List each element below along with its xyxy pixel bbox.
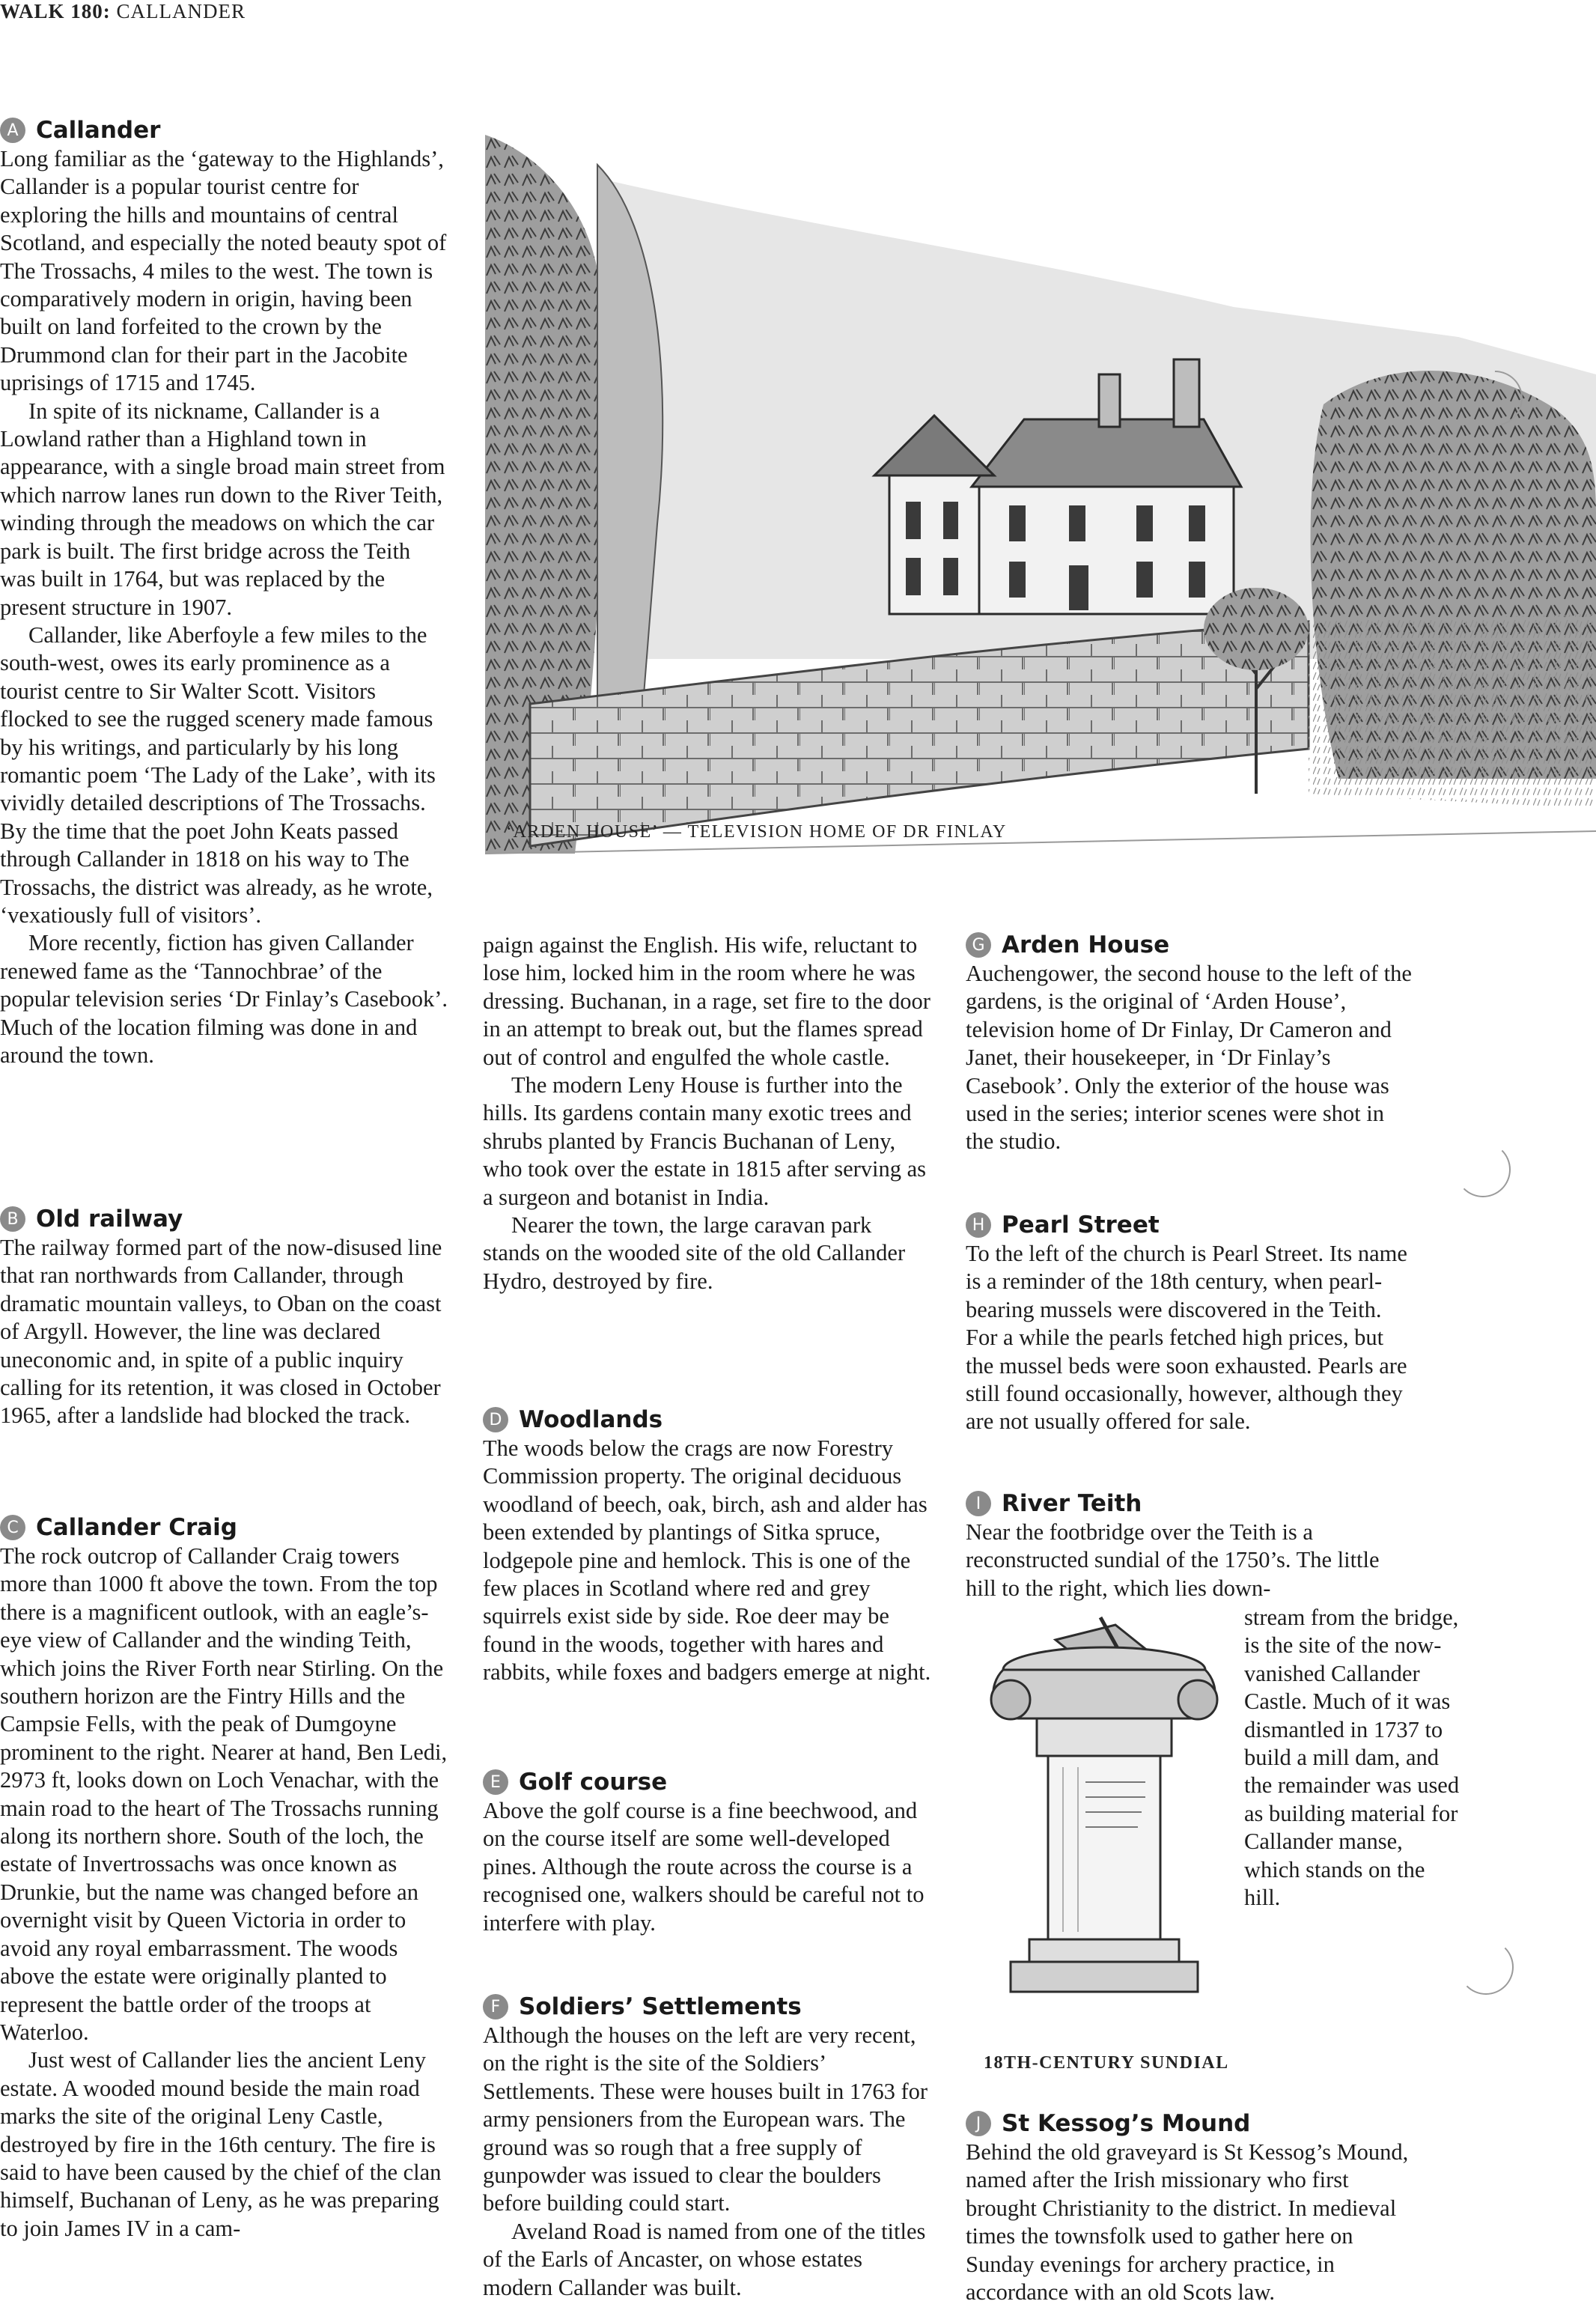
section-i [966, 1490, 1415, 1602]
section-title: River Teith [1002, 1490, 1142, 1517]
section-title: Callander Craig [36, 1514, 237, 1541]
section-heading [966, 2110, 1415, 2137]
section-heading [0, 117, 449, 144]
punch-hole-mark [1458, 1939, 1514, 1995]
sundial-illustration [966, 1610, 1243, 2073]
letter-badge: E [483, 1769, 508, 1795]
paragraph: Callander, like Aberfoyle a few miles to the south-west, owes its early prominence as a tourist centre to Sir Walter Scott. Visitors flocked to see the rugged scenery made famous by his writings, and particularly by his long romantic poem ‘The Lady of the Lake’, with its vividly detailed descriptions of The Trossachs. By the time that the poet John Keats passed through Callander in 1818 on his way to The Trossachs, the district was already, as he wrote, ‘vexatiously full of visitors’. [0, 621, 436, 928]
sundial-caption: 18TH-CENTURY SUNDIAL [984, 2053, 1229, 2073]
section-heading [966, 931, 1415, 958]
punch-hole-mark [1455, 1142, 1511, 1197]
section-heading [483, 1406, 932, 1433]
section-title: Soldiers’ Settlements [519, 1993, 802, 2020]
section-heading [966, 1212, 1415, 1238]
section-c-continued [483, 931, 932, 1295]
paragraph: Although the houses on the left are very recent, on the right is the site of the Soldiers’ Settlements. These were houses built in 1763 for army pensioners from the European wars. The ground was so rough that a free supply of gunpowder was issued to clear the boulders before building could start. [483, 2022, 928, 2216]
section-a [0, 117, 449, 1069]
paragraph: stream from the bridge, is the site of the now-vanished Callander Castle. Much of it was dismantled in 1737 to build a mill dam, and the remainder was used as building material for Callander manse, which stands on the hill. [1244, 1605, 1460, 1911]
sundial-drawing [966, 1610, 1243, 2014]
letter-badge: H [966, 1212, 991, 1238]
section-title: Pearl Street [1002, 1212, 1160, 1238]
paragraph: Near the footbridge over the Teith is a reconstructed sundial of the 1750’s. The little hill to the right, which lies down- [966, 1519, 1380, 1601]
section-title: Woodlands [519, 1406, 663, 1433]
letter-badge: G [966, 932, 991, 958]
paragraph: paign against the English. His wife, reluctant to lose him, locked him in the room where he was dressing. Buchanan, in a rage, set fire to the door in an attempt to break out, but the flames spread out of control and engulfed the whole castle. [483, 932, 931, 1070]
section-g [966, 931, 1415, 1156]
section-b [0, 1206, 449, 1430]
illustration-caption: ‘ARDEN HOUSE’ — TELEVISION HOME OF DR FINLAY [506, 822, 1007, 842]
section-j [966, 2110, 1415, 2306]
section-f [483, 1993, 932, 2302]
arden-house-drawing [485, 135, 1596, 884]
letter-badge: F [483, 1994, 508, 2019]
letter-badge: J [966, 2111, 991, 2136]
running-head: WALK 180: CALLANDER [0, 0, 246, 22]
section-title: Old railway [36, 1206, 183, 1233]
paragraph: Above the golf course is a fine beechwood, and on the course itself are some well-developed pines. Although the route across the course is a recognised one, walkers should be careful not to interfere with play. [483, 1798, 925, 1936]
letter-badge: I [966, 1491, 991, 1516]
walk-place: CALLANDER [116, 0, 246, 22]
paragraph: The woods below the crags are now Forestry Commission property. The original deciduous woodland of beech, oak, birch, ash and alder has been extended by plantings of Sitka spruce, lodgepole pine and hemlock. This is one of the few places in Scotland where red and grey squirrels exist side by side. Roe deer may be found in the woods, together with hares and rabbits, while foxes and badgers emerge at night. [483, 1435, 931, 1686]
section-heading [0, 1514, 449, 1541]
paragraph: The modern Leny House is further into the hills. Its gardens contain many exotic trees and shrubs planted by Francis Buchanan of Leny, who took over the estate in 1815 after serving as a surgeon and botanist in India. [483, 1072, 927, 1210]
section-e [483, 1769, 932, 1937]
section-title: Callander [36, 117, 161, 144]
letter-badge: C [0, 1515, 25, 1540]
paragraph: To the left of the church is Pearl Street. Its name is a reminder of the 18th century, when pearl-bearing mussels were discovered in the Teith. For a while the pearls fetched high prices, but the mussel beds were soon exhausted. Pearls are still found occasionally, however, although they are not usually offered for sale. [966, 1241, 1407, 1435]
paragraph: Nearer the town, the large caravan park stands on the wooded site of the old Callander Hydro, destroyed by fire. [483, 1212, 906, 1294]
section-heading [966, 1490, 1415, 1517]
paragraph: In spite of its nickname, Callander is a Lowland rather than a Highland town in appearance, with a single broad main street from which narrow lanes run down to the River Teith, winding through the meadows on which the car park is built. The first bridge across the Teith was built in 1764, but was replaced by the present structure in 1907. [0, 398, 445, 620]
section-title: Arden House [1002, 931, 1170, 958]
paragraph: Behind the old graveyard is St Kessog’s Mound, named after the Irish missionary who first brought Christianity to the district. In medieval times the townsfolk used to gather here on Sunday evenings for archery practice, in accordance with an old Scots law. [966, 2139, 1409, 2306]
paragraph: More recently, fiction has given Callander renewed fame as the ‘Tannochbrae’ of the popular television series ‘Dr Finlay’s Casebook’. Much of the location filming was done in and around the town. [0, 930, 448, 1068]
arden-house-illustration [485, 135, 1596, 884]
section-heading [483, 1769, 932, 1796]
section-d [483, 1406, 932, 1687]
paragraph: Aveland Road is named from one of the titles of the Earls of Ancaster, on whose estates modern Callander was built. [483, 2218, 926, 2300]
section-heading [0, 1206, 449, 1233]
walk-number: WALK 180 [0, 0, 103, 22]
paragraph: The railway formed part of the now-disused line that ran northwards from Callander, through dramatic mountain valleys, to Oban on the coast of Argyll. However, the line was declared uneconomic and, in spite of a public inquiry calling for its retention, it was closed in October 1965, after a landslide had blocked the track. [0, 1235, 442, 1429]
letter-badge: A [0, 118, 25, 143]
paragraph: Just west of Callander lies the ancient Leny estate. A wooded mound beside the main road marks the site of the original Leny Castle, destroyed by fire in the 16th century. The fire is said to have been caused by the chief of the clan himself, Buchanan of Leny, as he was preparing to join James IV in a cam- [0, 2047, 442, 2241]
section-title: Golf course [519, 1769, 668, 1796]
paragraph: Auchengower, the second house to the left of the gardens, is the original of ‘Arden House’, television home of Dr Finlay, Dr Cameron and Janet, their housekeeper, in ‘Dr Finlay’s Casebook’. Only the exterior of the house was used in the series; interior scenes were shot in the studio. [966, 961, 1412, 1155]
section-i-wrap [1244, 1604, 1461, 1912]
paragraph: The rock outcrop of Callander Craig towers more than 1000 ft above the town. From the top there is a magnificent outlook, with an eagle’s-eye view of Callander and the winding Teith, which joins the River Forth near Stirling. On the southern horizon are the Fintry Hills and the Campsie Fells, with the peak of Dumgoyne prominent to the right. Nearer at hand, Ben Ledi, 2973 ft, looks down on Loch Venachar, with the main road to the heart of The Trossachs running along its northern shore. South of the loch, the estate of Invertrossachs was once known as Drunkie, but the name was changed before an overnight visit by Queen Victoria in order to avoid any royal embarrassment. The woods above the estate were originally planted to represent the battle order of the troops at Waterloo. [0, 1543, 448, 2045]
section-title: St Kessog’s Mound [1002, 2110, 1251, 2137]
letter-badge: B [0, 1206, 25, 1232]
section-heading [483, 1993, 932, 2020]
letter-badge: D [483, 1407, 508, 1432]
section-c [0, 1514, 449, 2243]
paragraph: Long familiar as the ‘gateway to the Highlands’, Callander is a popular tourist centre for exploring the hills and mountains of central Scotland, and especially the noted beauty spot of The Trossachs, 4 miles to the west. The town is comparatively modern in origin, having been built on land forfeited to the crown by the Drummond clan for their part in the Jacobite uprisings of 1715 and 1745. [0, 146, 447, 396]
section-h [966, 1212, 1415, 1436]
